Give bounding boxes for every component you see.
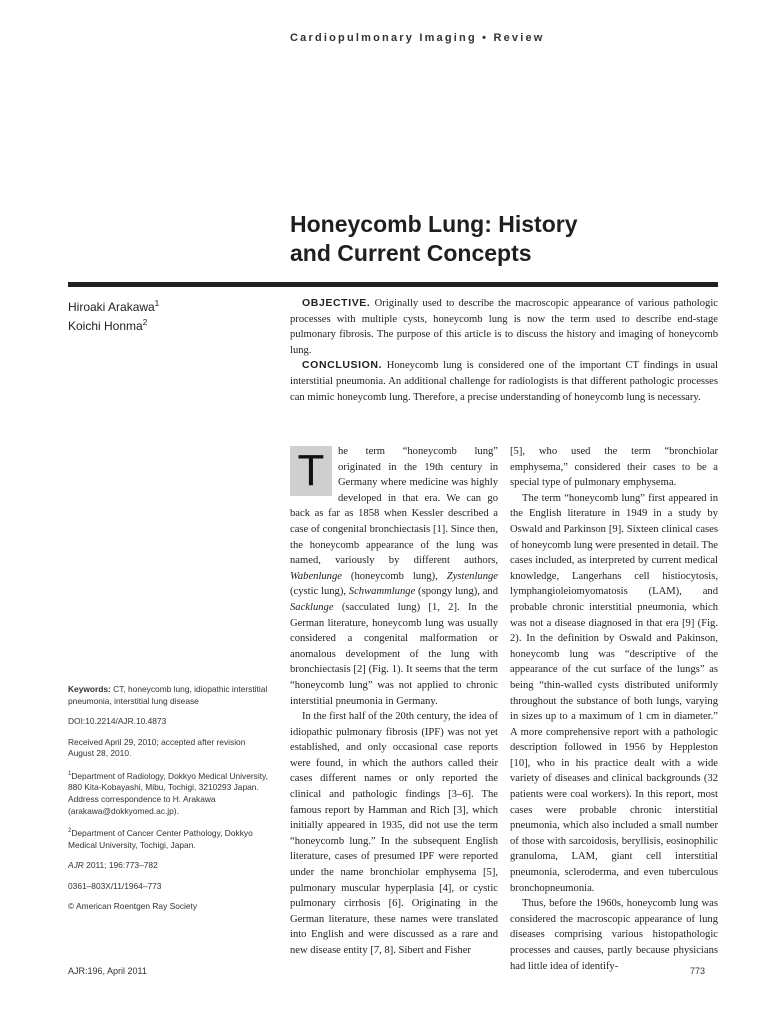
copyright: © American Roentgen Ray Society (68, 901, 198, 912)
body-paragraph: In the first half of the 20th century, the idea of idiopathic pulmonary fibrosis (IPF) was not yet established, and only occasional case reports were found, in which the authors called their cases different names or only reported the clinical and pathologic findings [3–6]. The famous report by Hamman and Rich [3], which initially appeared in 1935, did not use the term “honeycomb lung.” In the subsequent English literature, cases of presumed IPF were reported under the name bronchiolar emphysema [5], pulmonary muscular hyperplasia [4], or cystic pulmonary cirrhosis [6]. Originating in the German literature, these names were translated into English and were discussed as a rare and new disease entity [7, 8]. Sibert and Fisher (290, 711, 498, 956)
article-title (290, 210, 710, 268)
footer-journal: AJR:196, April 2011 (68, 966, 147, 976)
article-sidebar (68, 684, 268, 922)
author-1: Hiroaki Arakawa$^1$ (68, 299, 160, 314)
keywords: Keywords: CT, honeycomb lung, idiopathic interstitial pneumonia, interstitial lung disease (68, 684, 268, 706)
page-number: 773 (690, 966, 706, 976)
received-dates: Received April 29, 2010; accepted after revision August 28, 2010. (68, 736, 246, 759)
abstract (290, 296, 718, 405)
conclusion-label: CONCLUSION. (302, 359, 383, 372)
abstract-objective: OBJECTIVE. Originally used to describe the macroscopic appearance of various pathologic processes with multiple cysts, honeycomb lung is now the term used to describe end-stage pulmonary fibrosis. The purpose of this article is to discuss the history and imaging of honeycomb lung. (290, 297, 718, 356)
body-paragraph: T he term “honeycomb lung” originated in the 19th century in Germany where medicine was highly developed in that era. We can go back as far as 1858 when Kessler described a case of congenital bronchiectasis [1]. Since then, the honeycomb appearance of the lung was named, variously by different authors, Wabenlunge (honeycomb lung), Zystenlunge (cystic lung), Schwammlunge (spongy lung), and Sacklunge (sacculated lung) [1, 2]. In the German literature, honeycomb lung was usually considered a congenital malformation or anomalous development of the lung with bronchiectasis [2] (Fig. 1). It seems that the term “honeycomb lung” was not applied to chronic interstitial pneumonia in Germany. (290, 446, 499, 707)
title-rule (68, 282, 718, 287)
title-line-1: Honeycomb Lung: History (290, 211, 578, 237)
affiliation-1: $^1$Department of Radiology, Dokkyo Medical University, 880 Kita-Kobayashi, Mibu, Tochigi, 3210293 Japan. Address correspondence to H. Arakawa (arakawa@dokkyomed.ac.jp). (68, 770, 268, 816)
author-2: Koichi Honma$^2$ (68, 318, 148, 333)
title-line-2: and Current Concepts (290, 240, 532, 266)
author-list (68, 296, 159, 334)
doi: DOI:10.2214/AJR.10.4873 (68, 716, 167, 727)
body-column-2 (510, 444, 718, 974)
objective-label: OBJECTIVE. (302, 297, 371, 309)
abstract-conclusion: CONCLUSION. Honeycomb lung is considered one of the important CT findings in usual interstitial pneumonia. An additional challenge for radiologists is that different pathologic processes can mimic honeycomb lung. Therefore, a precise understanding of honeycomb lung is necessary. (290, 359, 718, 403)
issn: 0361–803X/11/1964–773 (68, 880, 162, 891)
affiliation-2: $^2$Department of Cancer Center Pathology, Dokkyo Medical University, Tochigi, Japan. (68, 827, 253, 850)
body-paragraph: The term “honeycomb lung” first appeared in the English literature in 1949 in a study by Oswald and Parkinson [9]. Sixteen clinical cases of honeycomb lung were presented in detail. The cases included, as interpreted by current medical knowledge, Langerhans cell histiocytosis, lymphangioleiomyomatosis (LAM), and probable chronic interstitial pneumonia, which was not a disease diagnosed in that era [9] (Fig. 2). In the definition by Oswald and Pakinson, honeycomb lung was “descriptive of the appearance of the cut surface of the lungs” as being “thin-walled cysts distributed uniformly throughout the substance of both lungs, varying in sizes up to a maximum of 1 cm in diameter.” A more comprehensive report with a pathologic description followed in 1956 by Heppleston [10], who in his practice dealt with a wide variety of diseases and clinical backgrounds (32 patients were coal workers). In this report, most cases were probable chronic interstitial pneumonia, which also included a small number of those with sarcoidosis, beryllisis, eosinophilic granuloma, LAM, giant cell interstitial pneumonia, scleroderma, and even tuberculous bronchopneumonia. (510, 492, 718, 894)
body-paragraph: Thus, before the 1960s, honeycomb lung was considered the macroscopic appearance of lung diseases comprising various histopathologic processes and causes, partly because physicians had little idea of identify- (510, 898, 718, 972)
citation: AJR 2011; 196:773–782 (68, 860, 158, 871)
running-head: Cardiopulmonary Imaging • Review (290, 32, 545, 44)
body-column-1 (290, 444, 498, 959)
drop-cap: T (290, 446, 332, 496)
body-paragraph: [5], who used the term “bronchiolar emphysema,” considered their cases to be a special type of pulmonary emphysema. (510, 446, 718, 489)
